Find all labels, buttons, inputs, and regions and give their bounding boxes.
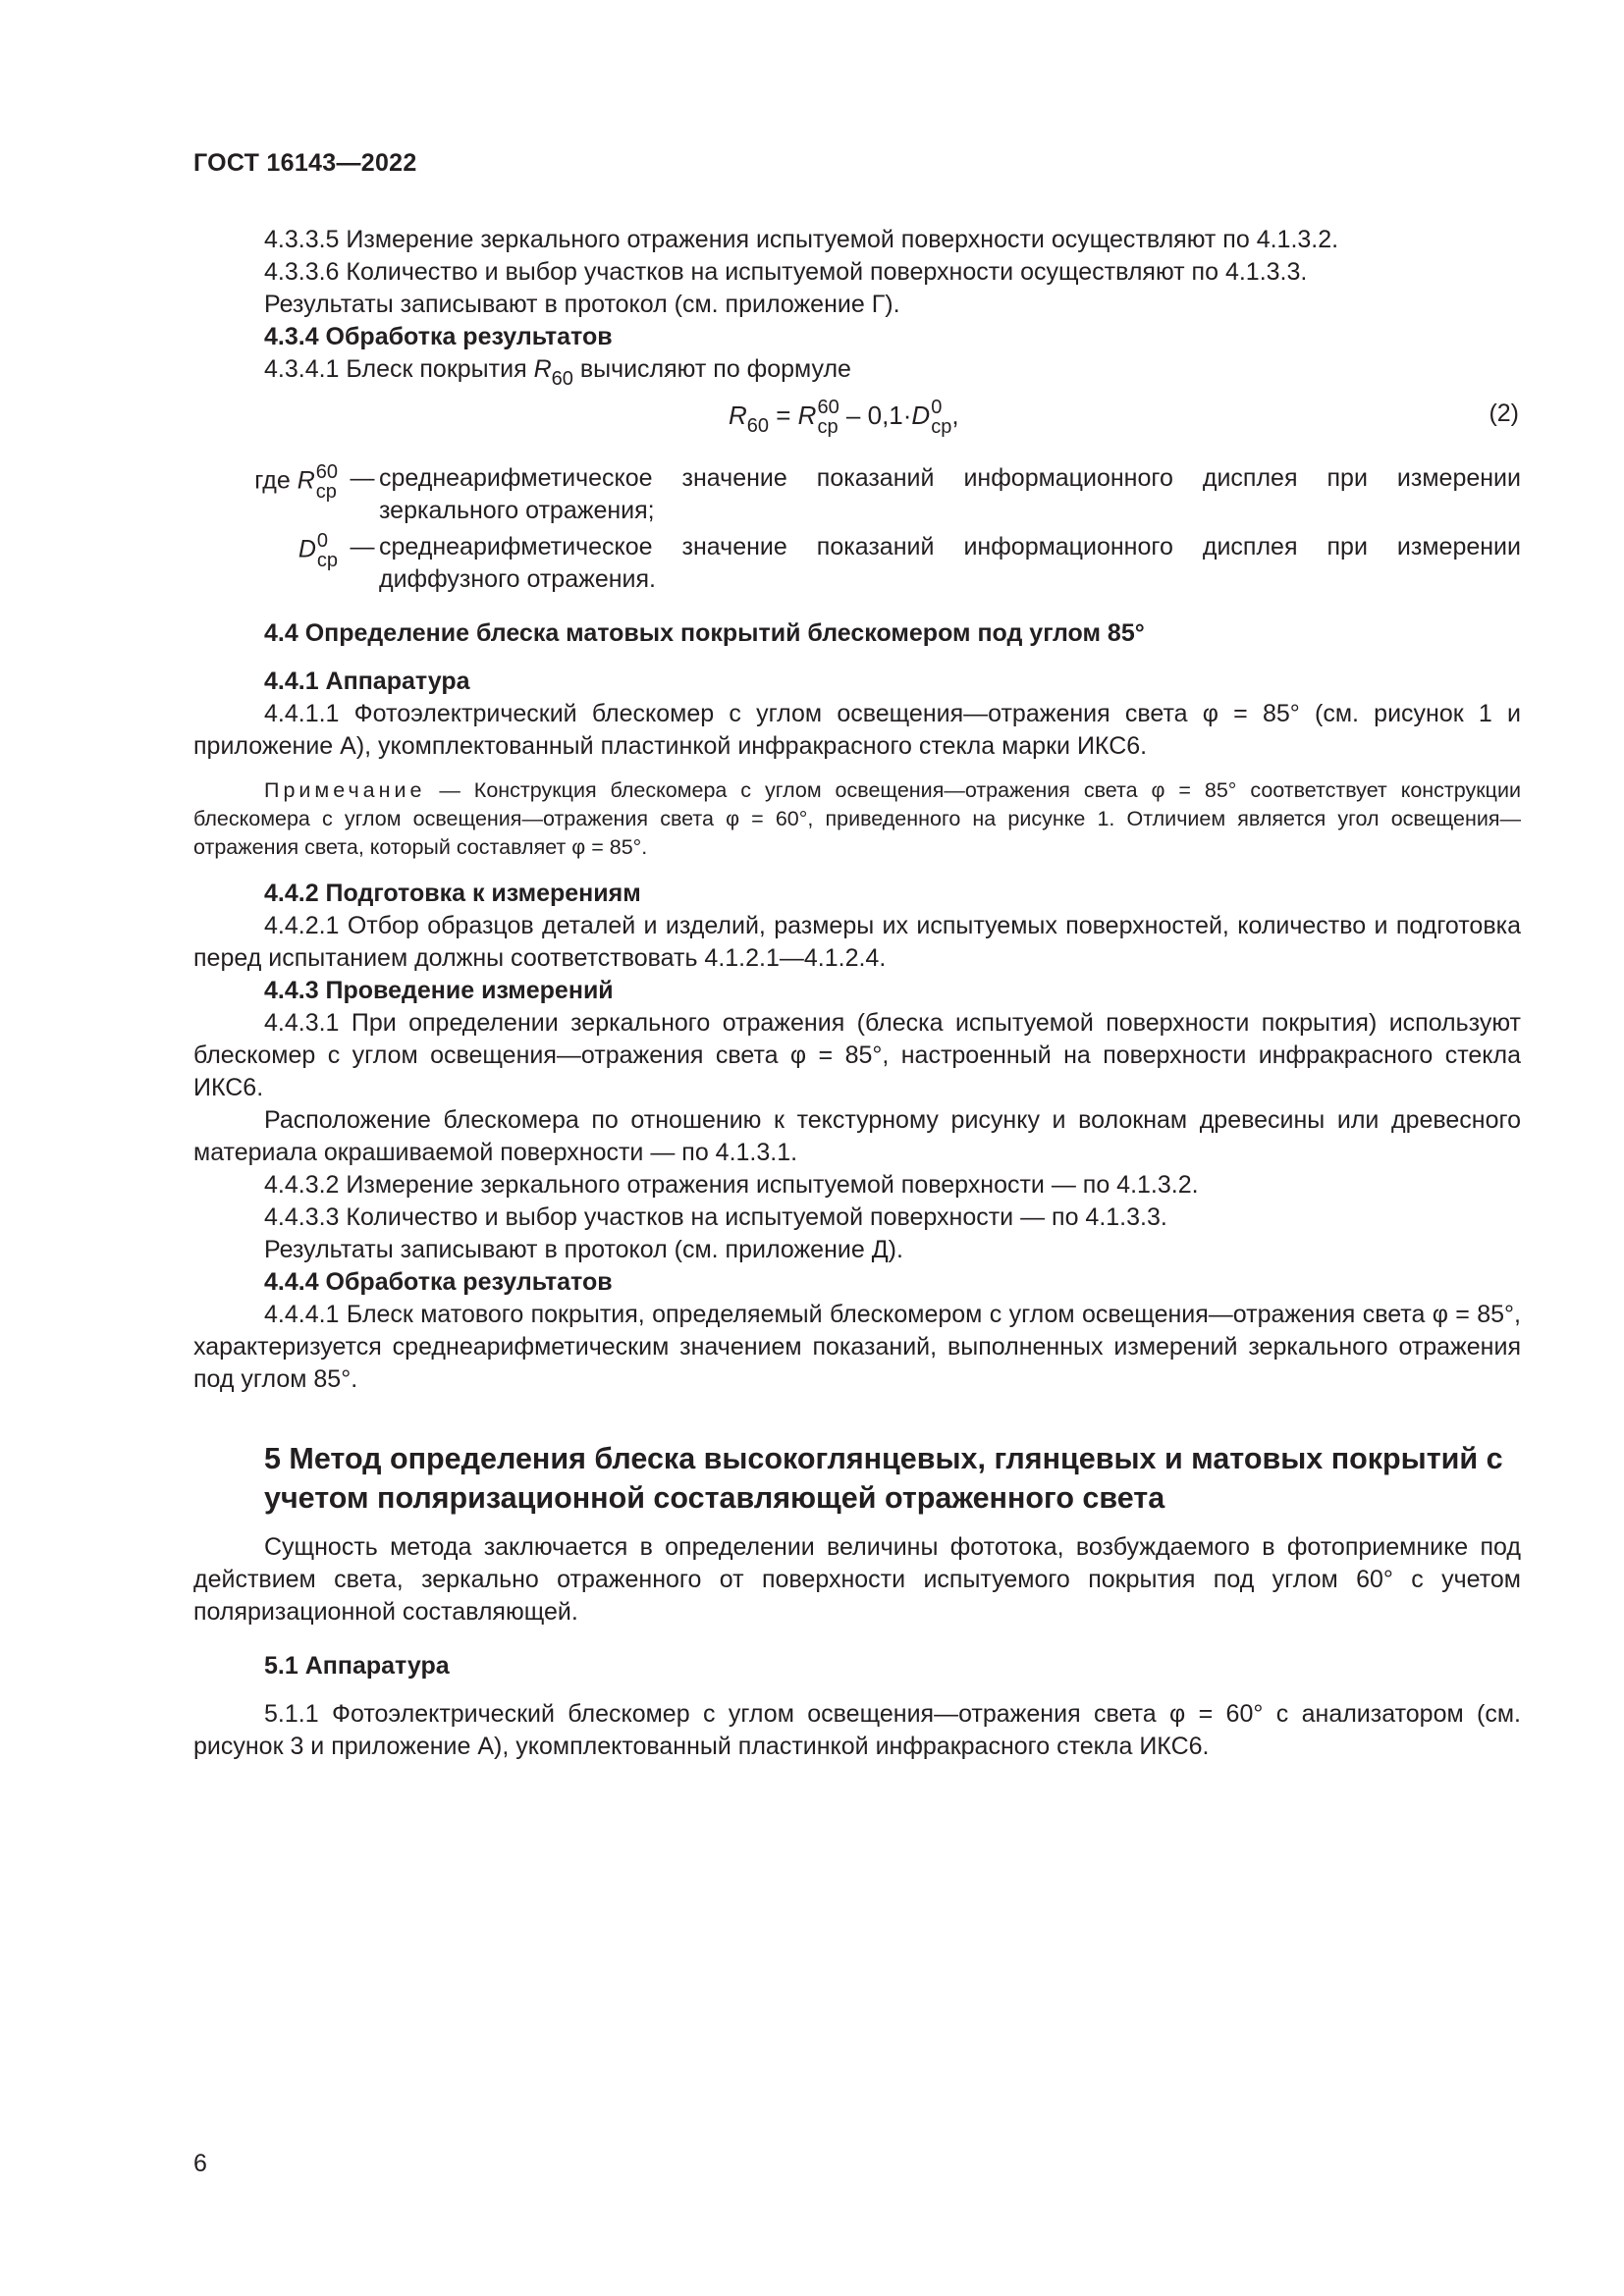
where-d-sup: 0	[316, 530, 328, 552]
where-text-r: среднеарифметическое значение показаний информационного дисплея при измерении зеркального отражения;	[379, 464, 1521, 524]
formula-r-sub: ср	[817, 416, 839, 438]
formula-number: (2)	[1489, 400, 1519, 427]
formula-intro-after: вычисляют по формуле	[572, 355, 851, 383]
formula-2	[193, 396, 1521, 451]
paragraph-4-4-1-1: 4.4.1.1 Фотоэлектрический блескомер с углом освещения—отражения света φ = 85° (см. рисунок 1 и приложение А), укомплектованный пластинкой инфракрасного стекла марки ИКС6.	[193, 700, 1521, 760]
paragraph-4-3-4-1-text: 4.3.4.1 Блеск покрытия	[264, 355, 534, 383]
where-r-indices	[316, 462, 338, 502]
heading-4-3-4: 4.3.4 Обработка результатов	[264, 323, 613, 350]
where-r-sub: ср	[315, 481, 337, 503]
formula-lhs-sub: 60	[746, 414, 770, 437]
formula-expression	[729, 398, 959, 437]
heading-4-4-4: 4.4.4 Обработка результатов	[264, 1268, 613, 1296]
formula-minus: – 0,1·	[839, 400, 912, 430]
heading-5-1: 5.1 Аппаратура	[264, 1652, 450, 1680]
formula-end: ,	[951, 400, 959, 430]
formula-d-indices	[931, 398, 951, 437]
formula-r-indices	[817, 398, 839, 437]
paragraph-5-1-1: 5.1.1 Фотоэлектрический блескомер с углом освещения—отражения света φ = 60° с анализатором (см. рисунок 3 и приложение А), укомплектованный пластинкой инфракрасного стекла ИКС6.	[193, 1700, 1521, 1760]
where-dash-2: —	[350, 533, 375, 561]
heading-4-4: 4.4 Определение блеска матовых покрытий блескомером под углом 85°	[264, 619, 1145, 647]
paragraph-4-3-4-1	[193, 353, 1521, 388]
formula-eq: =	[769, 400, 798, 430]
paragraph-4-4-3-2: 4.4.3.2 Измерение зеркального отражения испытуемой поверхности — по 4.1.3.2.	[264, 1171, 1199, 1199]
where-d-sub: ср	[316, 550, 338, 571]
results-protocol-g: Результаты записывают в протокол (см. приложение Г).	[264, 291, 900, 318]
note-label: Примечание	[264, 778, 426, 802]
paragraph-4-3-3-6: 4.3.3.6 Количество и выбор участков на испытуемой поверхности осуществляют по 4.1.3.3.	[264, 258, 1308, 286]
where-d-symbol: D	[298, 535, 316, 563]
formula-lhs: R	[729, 400, 747, 430]
where-item-d	[193, 531, 1521, 596]
note-text: — Конструкция блескомера с углом освещения—отражения света φ = 85° соответствует конструкции блескомера с углом освещения—отражения света φ = 60°, приведенного на рисунке 1. Отличием является угол освещения—отражения света, который составляет φ = 85°.	[193, 778, 1521, 859]
where-dash-1: —	[350, 464, 375, 492]
page-number: 6	[193, 2150, 207, 2177]
heading-4-4-1: 4.4.1 Аппаратура	[264, 667, 470, 695]
paragraph-4-4-4-1: 4.4.4.1 Блеск матового покрытия, определяемый блескомером с углом освещения—отражения света φ = 85°, характеризуется среднеарифметическим значением показаний, выполненных измерений зеркального отражения под углом 85°.	[193, 1301, 1521, 1393]
results-protocol-d: Результаты записывают в протокол (см. приложение Д).	[264, 1236, 903, 1263]
paragraph-4-4-3-1: 4.4.3.1 При определении зеркального отражения (блеска испытуемой поверхности покрытия) используют блескомер с углом освещения—отражения света φ = 85°, настроенный на поверхности инфракрасного стекла ИКС6.	[193, 1009, 1521, 1101]
page-content	[193, 224, 1521, 1763]
paragraph-4-4-3-3: 4.4.3.3 Количество и выбор участков на испытуемой поверхности — по 4.1.3.3.	[264, 1203, 1167, 1231]
paragraph-location: Расположение блескомера по отношению к текстурному рисунку и волокнам древесины или древесного материала окрашиваемой поверхности — по 4.1.3.1.	[193, 1106, 1521, 1166]
where-r-sup: 60	[315, 461, 338, 483]
where-item-r	[193, 462, 1521, 527]
paragraph-4-3-3-5: 4.3.3.5 Измерение зеркального отражения испытуемой поверхности осуществляют по 4.1.3.2.	[264, 226, 1339, 253]
formula-intro-subscript: 60	[551, 368, 573, 390]
formula-intro-symbol: R	[533, 355, 552, 383]
note-paragraph	[193, 776, 1521, 862]
formula-r-sup: 60	[817, 397, 839, 418]
formula-d-sub: ср	[931, 416, 952, 438]
paragraph-4-4-2-1: 4.4.2.1 Отбор образцов деталей и изделий, размеры их испытуемых поверхностей, количество и подготовка перед испытанием должны соответствовать 4.1.2.1—4.1.2.4.	[193, 912, 1521, 972]
formula-r: R	[797, 400, 817, 430]
formula-d: D	[911, 400, 931, 430]
heading-4-4-3: 4.4.3 Проведение измерений	[264, 977, 614, 1004]
where-prefix: где	[254, 466, 298, 495]
section-5-title: 5 Метод определения блеска высокоглянцевых, глянцевых и матовых покрытий с учетом поляризационной составляющей отраженного света	[264, 1442, 1503, 1515]
where-label-d	[193, 531, 346, 570]
where-r-symbol: R	[297, 466, 315, 495]
standard-header: ГОСТ 16143—2022	[193, 149, 417, 177]
heading-4-4-2: 4.4.2 Подготовка к измерениям	[264, 880, 641, 907]
section-5-intro: Сущность метода заключается в определении величины фототока, возбуждаемого в фотоприемнике под действием света, зеркально отраженного от поверхности испытуемого покрытия под углом 60° с учетом поляризационной составляющей.	[193, 1533, 1521, 1626]
formula-d-sup: 0	[931, 397, 943, 418]
where-text-d: среднеарифметическое значение показаний информационного дисплея при измерении диффузного отражения.	[379, 533, 1521, 593]
where-label-r	[193, 462, 346, 502]
where-d-indices	[317, 531, 338, 570]
